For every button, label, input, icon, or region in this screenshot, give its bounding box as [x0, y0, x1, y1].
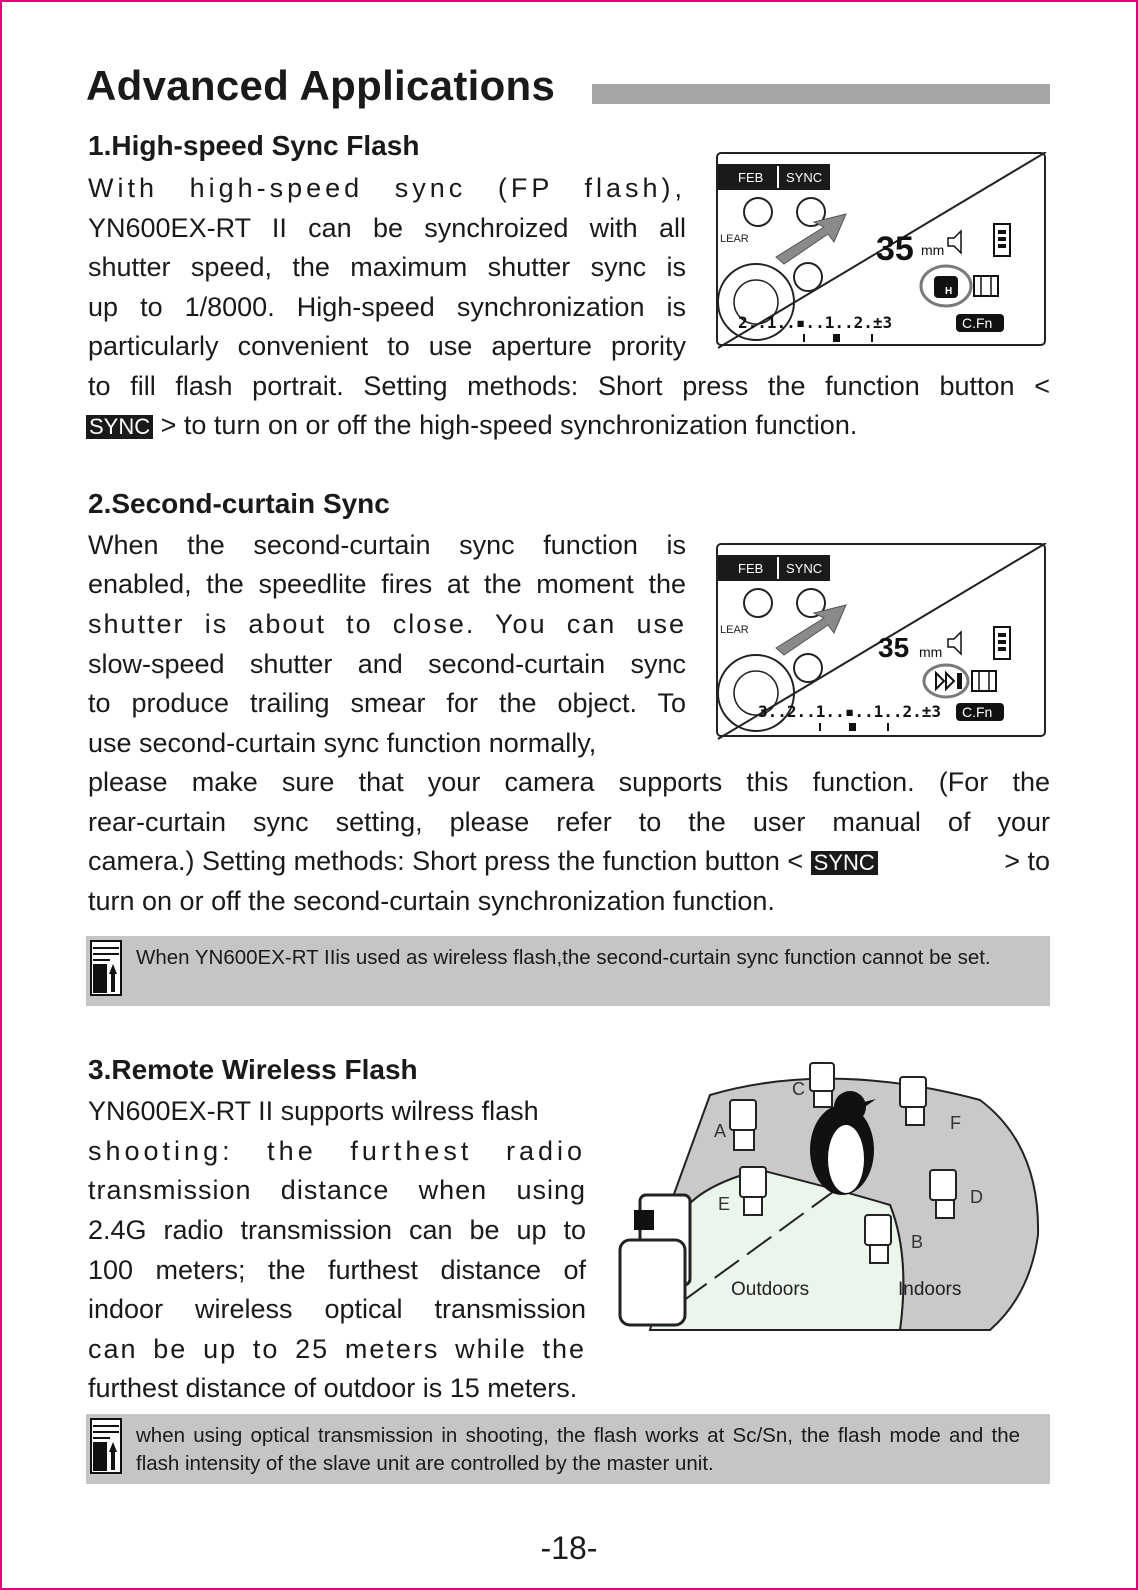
flash-label-e: E: [718, 1194, 731, 1214]
s2-line-1: When the second-curtain sync function is: [88, 530, 686, 560]
lcd-fec-scale: 2..1..▪..1..2.±3: [738, 313, 893, 332]
lcd-feb-label: FEB: [738, 170, 764, 185]
s3-line-5: 100 meters; the furthest distance of: [88, 1255, 586, 1285]
s3-line-2: shooting: the furthest radio: [88, 1136, 586, 1166]
lcd-zoom-unit: mm: [919, 644, 943, 660]
flash-label-f: F: [950, 1113, 961, 1133]
section-1-heading: 1.High-speed Sync Flash: [88, 130, 420, 161]
s1-line-4: up to 1/8000. High-speed synchronization is: [88, 292, 686, 322]
s1-line-7: [86, 409, 857, 441]
page-title: Advanced Applications: [86, 62, 556, 109]
s2-line-5: to produce trailing smear for the object. To: [88, 688, 686, 718]
s1-line-3: shutter speed, the maximum shutter sync is: [88, 252, 686, 282]
flash-label-d: D: [970, 1187, 983, 1207]
note-icon: [90, 1418, 124, 1476]
s3-line-3: transmission distance when using: [88, 1175, 586, 1205]
s1-line-6: to fill flash portrait. Setting methods: Short press the function button <: [88, 371, 1050, 401]
s2-line-10: turn on or off the second-curtain synchronization function.: [88, 886, 775, 916]
lcd-clear-label: LEAR: [720, 624, 749, 636]
lcd-sync-label: SYNC: [786, 170, 823, 185]
flash-label-b: B: [911, 1232, 924, 1252]
s2-line-6: use second-curtain sync function normally,: [88, 728, 597, 758]
sync-tag: SYNC: [811, 851, 878, 875]
lcd-feb-label: FEB: [738, 561, 764, 576]
s2-line-8: rear-curtain sync setting, please refer to the user manual of your: [88, 807, 1050, 837]
s2-line-9-text: camera.) Setting methods: Short press the function button < SYNC: [88, 845, 885, 877]
lcd-illustration-second-curtain: [716, 543, 1048, 741]
section-2-heading: 2.Second-curtain Sync: [88, 488, 390, 519]
flash-label-a: A: [714, 1121, 727, 1141]
master-flash-icon: [620, 1195, 690, 1325]
lcd-cfn-label: C.Fn: [962, 315, 993, 331]
lcd-sync-label: SYNC: [786, 561, 823, 576]
s1-line-1: With high-speed sync (FP flash),: [88, 173, 686, 203]
s2-line-7: please make sure that your camera supports this function. (For the: [88, 767, 1050, 797]
s2-line-9: [88, 845, 1050, 877]
lcd-cfn-label: C.Fn: [962, 704, 993, 720]
sync-tag: SYNC: [86, 415, 153, 439]
s3-line-8: furthest distance of outdoor is 15 meters.: [88, 1373, 578, 1403]
note-box-second-curtain: [86, 936, 1050, 1006]
s3-line-6: indoor wireless optical transmission: [88, 1294, 586, 1324]
lcd-zoom-value: 35: [878, 632, 910, 663]
s3-line-7: can be up to 25 meters while the: [88, 1334, 586, 1364]
lcd-fec-scale: 3..2..1..▪..1..2.±3: [758, 702, 942, 721]
page-number: -18-: [540, 1530, 598, 1566]
note-icon: [90, 940, 124, 998]
s1-line-5: particularly convenient to use aperture prority: [88, 331, 686, 361]
svg-text:H: H: [945, 286, 953, 297]
note-text: when using optical transmission in shooting, the flash works at Sc/Sn, the flash mode and the flash intensity of the slave unit are controlled by the master unit.: [136, 1424, 1020, 1475]
note-text: When YN600EX-RT IIis used as wireless flash,the second-curtain sync function cannot be set.: [136, 946, 991, 969]
indoors-label: Indoors: [898, 1279, 962, 1300]
s1-line-2: YN600EX-RT II can be synchroized with all: [88, 213, 686, 243]
note-box-optical: [86, 1414, 1050, 1484]
s2-line-4: slow-speed shutter and second-curtain sync: [88, 649, 686, 679]
section-3-heading: 3.Remote Wireless Flash: [88, 1054, 418, 1085]
flash-label-c: C: [792, 1079, 805, 1099]
s1-line-7-text: > to turn on or off the high-speed synchronization function.: [160, 410, 858, 440]
s2-line-2: enabled, the speedlite fires at the moment the: [88, 569, 686, 599]
lcd-clear-label: LEAR: [720, 233, 749, 245]
lcd-zoom-unit: mm: [921, 242, 945, 258]
wireless-flash-diagram: [610, 1055, 1050, 1355]
title-rule: [592, 84, 1050, 104]
s3-line-4: 2.4G radio transmission can be up to: [88, 1215, 586, 1245]
s3-line-1: YN600EX-RT II supports wilress flash: [88, 1096, 539, 1126]
lcd-zoom-value: 35: [876, 230, 914, 268]
outdoors-label: Outdoors: [731, 1279, 810, 1300]
s2-line-3: shutter is about to close. You can use: [88, 609, 686, 639]
s2-line-9-end: > to: [1004, 846, 1050, 876]
lcd-illustration-hss: [716, 152, 1048, 350]
